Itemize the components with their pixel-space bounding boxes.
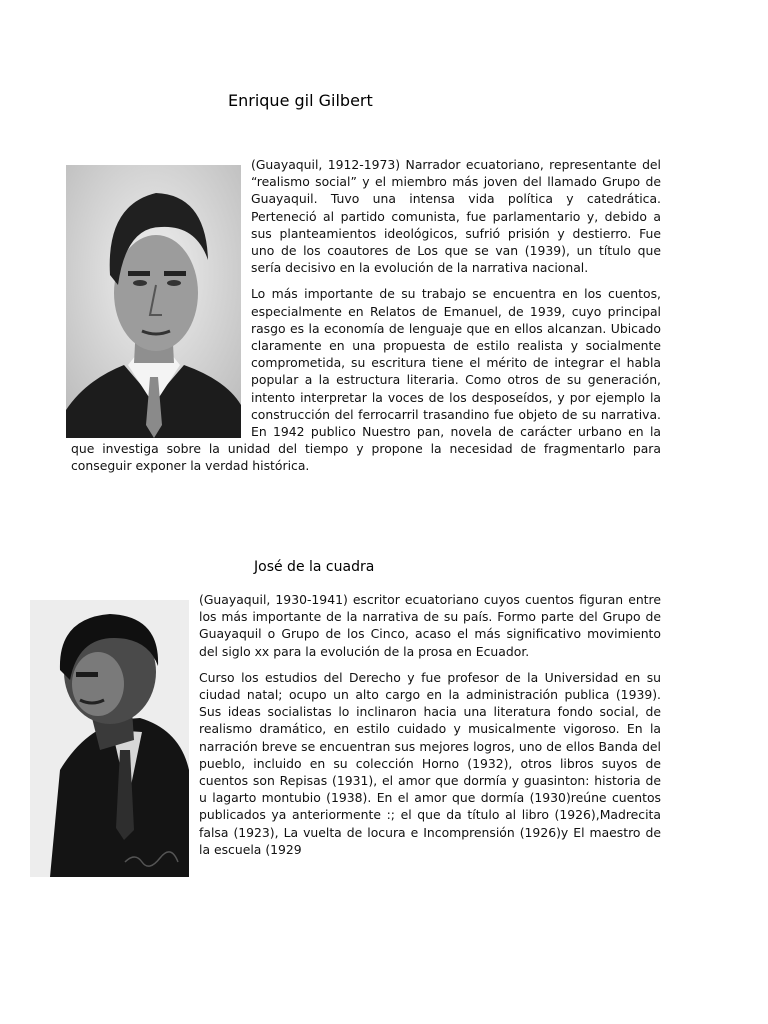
portrait-photo-jose-de-la-cuadra — [30, 600, 189, 877]
section1-paragraph-1: (Guayaquil, 1912-1973) Narrador ecuatoriano, representante del “realismo social” y el miembro más joven del llamado Grupo de Guayaquil. Tuvo una intensa vida política y catedrática. Perteneció al partido comunista, fue parlamentario y, debido a sus planteamientos ideológicos, sufrió prisión y destierro. Fue uno de los coautores de Los que se van (1939), un título que sería decisivo en la evolución de la narrativa nacional. — [251, 157, 661, 276]
image-wrap-spacer — [71, 156, 251, 438]
section2-paragraph-1: (Guayaquil, 1930-1941) escritor ecuatoriano cuyos cuentos figuran entre los más importante de la narrativa de su país. Formo parte del Grupo de Guayaquil o Grupo de los Cinco, acaso el más significativo movimiento del siglo xx para la evolución de la prosa en Ecuador. — [199, 592, 661, 659]
section1-text-block — [71, 156, 661, 475]
section2-paragraph-2: Curso los estudios del Derecho y fue profesor de la Universidad en su ciudad natal; ocupo un alto cargo en la administración publica (1939). Sus ideas socialistas lo inclinaron hacia una literatura fondo social, de realismo dramático, en estilo cuidado y musicalmente vigoroso. En la narración breve se encuentran sus mejores logros, uno de ellos Banda del pueblo, incluido en su colección Horno (1932), otros libros suyos de cuentos son Repisas (1931), el amor que dormía y guasinton: historia de u lagarto montubio (1938). En el amor que dormía (1930)reúne cuentos publicados ya anteriormente :; el que da título al libro (1926),Madrecita falsa (1923), La vuelta de locura e Incomprensión (1926)y El maestro de la escuela (1929 — [199, 669, 661, 857]
section1-paragraph-2: Lo más importante de su trabajo se encuentra en los cuentos, especialmente en Relatos de Emanuel, de 1939, cuyo principal rasgo es la economía de lenguaje que en ellos alcanzan. Ubicado claramente en una propuesta de estilo realista y socialmente comprometida, su escritura tiene el mérito de integrar el habla popular a la estructura literaria. Como otros de su generación, intento interpretar la voces de los desposeídos, y por ejemplo la construcción del ferrocarril trasandino fue objeto de su narrativa. En 1942 publico Nuestro pan, novela de carácter urbano en la que investiga sobre la unidad del tiempo y propone la necesidad de fragmentarlo para conseguir exponer la verdad histórica. — [71, 286, 661, 474]
section2-title: José de la cuadra — [254, 559, 375, 575]
section1-title: Enrique gil Gilbert — [228, 91, 373, 110]
section2-text-block — [199, 591, 661, 858]
